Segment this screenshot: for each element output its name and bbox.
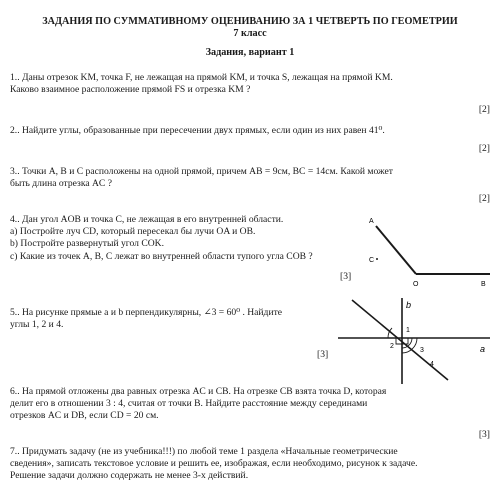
- task-6: [10, 386, 386, 423]
- task-1-line-2: Каково взаимное расположение прямой FS и отрезка KM ?: [10, 84, 251, 96]
- task-2-line-1: 2.. Найдите углы, образованные при пересечении двух прямых, если один из них равен 41⁰.: [10, 125, 385, 136]
- task-2-score: [2]: [478, 143, 490, 154]
- task-7: [10, 446, 418, 483]
- task-3-line-1: 3.. Точки A, B и C расположены на одной прямой, причем AB = 9см, BC = 14см. Какой может: [10, 166, 393, 177]
- label-line-b: b: [406, 300, 412, 310]
- task-5-score: [3]: [317, 349, 329, 360]
- task-3-line-2: быть длина отрезка AC ?: [10, 178, 112, 190]
- variant-heading: Задания, вариант 1: [205, 47, 295, 58]
- task-4-line-2: a) Постройте луч CD, который пересекал бы лучи OA и OB.: [10, 226, 256, 238]
- label-c: C: [369, 257, 375, 264]
- task-4-angle-figure: [362, 214, 500, 292]
- task-3: [10, 166, 393, 190]
- task-6-line-1: 6.. На прямой отложены два равных отрезка AC и CB. На отрезке CB взята точка D, которая: [10, 386, 387, 397]
- grade-label: 7 класс: [233, 28, 267, 39]
- task-1: [10, 72, 393, 96]
- label-line-a: a: [480, 344, 486, 354]
- label-angle-2: 2: [390, 343, 394, 350]
- label-angle-1: 1: [406, 327, 410, 334]
- task-5: [10, 307, 282, 331]
- task-4-line-3: b) Постройте развернутый угол COK.: [10, 238, 164, 250]
- task-7-line-3: Решение задачи должно содержать не менее 3-х действий.: [10, 470, 249, 482]
- label-o: O: [413, 281, 419, 288]
- transversal: [352, 300, 448, 380]
- point-c: [376, 258, 378, 260]
- task-7-line-2: сведения», записать текстовое условие и решить ее, изображая, если необходимо, рисунок к задаче.: [10, 458, 418, 470]
- ray-oa: [376, 226, 416, 274]
- worksheet-title: ЗАДАНИЯ ПО СУММАТИВНОМУ ОЦЕНИВАНИЮ ЗА 1 ЧЕТВЕРТЬ ПО ГЕОМЕТРИИ: [42, 16, 458, 27]
- label-angle-3: 3: [420, 347, 424, 354]
- task-4-line-1: 4.. Дан угол AOB и точка C, не лежащая в его внутренней области.: [10, 214, 284, 225]
- label-a: A: [369, 218, 374, 225]
- task-4-score: [3]: [340, 271, 352, 282]
- task-1-score: [2]: [478, 104, 490, 115]
- task-3-score: [2]: [478, 193, 490, 204]
- angle-arc-1: [402, 338, 417, 353]
- task-6-line-2: делит его в отношении 3 : 4, считая от точки B. Найдите расстояние между серединами: [10, 398, 368, 410]
- task-5-line-1: 5.. На рисунке прямые a и b перпендикулярны, ∠3 = 60⁰ . Найдите: [10, 307, 283, 318]
- task-1-line-1: 1.. Даны отрезок KM, точка F, не лежащая на прямой KM, и точка S, лежащая на прямой KM.: [10, 72, 393, 83]
- task-7-line-1: 7.. Придумать задачу (не из учебника!!!) по любой теме 1 раздела «Начальные геометрические: [10, 446, 398, 457]
- task-2: [10, 125, 385, 137]
- task-5-line-2: углы 1, 2 и 4.: [10, 319, 64, 331]
- task-6-score: [3]: [478, 429, 490, 440]
- label-angle-4: 4: [430, 361, 434, 368]
- label-b: B: [481, 281, 486, 288]
- task-5-lines-figure: [330, 296, 500, 386]
- task-4-line-4: c) Какие из точек A, B, C лежат во внутренней области тупого угла COB ?: [10, 250, 313, 262]
- task-6-line-3: отрезков AC и DB, если CD = 20 см.: [10, 410, 159, 422]
- task-4: [10, 214, 313, 263]
